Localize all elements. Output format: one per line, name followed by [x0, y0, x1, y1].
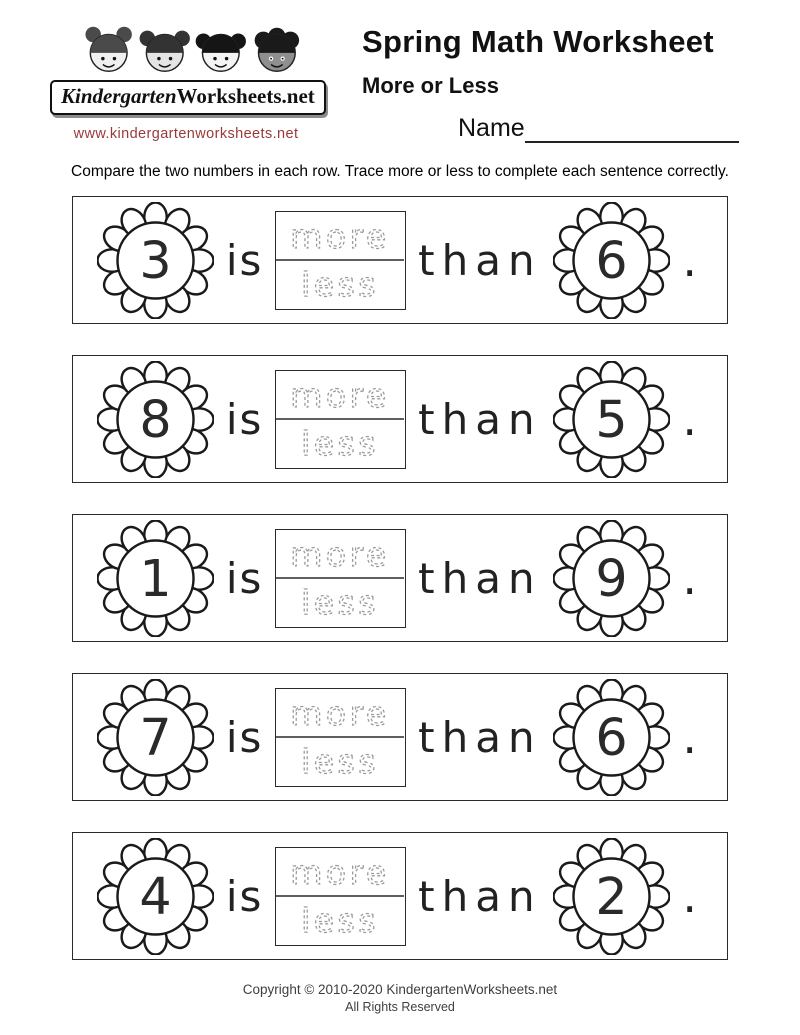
- trace-word-less[interactable]: less: [301, 741, 380, 781]
- logo-url: www.kindergartenworksheets.net: [73, 126, 299, 142]
- header: [0, 20, 800, 143]
- sentence-row: [72, 196, 728, 324]
- logo-text-worksheets: Worksheets.net: [176, 84, 315, 108]
- sentence-row: [72, 355, 728, 483]
- right-flower: [553, 838, 670, 955]
- right-flower: [553, 679, 670, 796]
- right-number: 5: [595, 389, 629, 449]
- logo-text-kindergarten: Kindergarten: [61, 84, 177, 108]
- word-is: is: [225, 712, 264, 762]
- word-than: than: [418, 553, 542, 603]
- word-is: is: [225, 235, 264, 285]
- right-number: 6: [595, 707, 629, 767]
- left-number: 1: [139, 548, 172, 608]
- left-flower: [97, 838, 214, 955]
- worksheet-title: Spring Math Worksheet: [362, 24, 714, 59]
- trace-word-more[interactable]: more: [290, 375, 391, 415]
- trace-box[interactable]: [275, 370, 406, 469]
- sentence-period: .: [682, 710, 697, 764]
- sentence-row: [72, 832, 728, 960]
- word-than: than: [418, 394, 542, 444]
- sentence-period: .: [682, 551, 697, 605]
- left-number: 4: [139, 866, 172, 926]
- left-number: 3: [139, 230, 172, 290]
- left-flower: [97, 679, 214, 796]
- name-line: [458, 114, 756, 143]
- trace-word-more[interactable]: more: [290, 534, 391, 574]
- sentence-period: .: [682, 392, 697, 446]
- word-than: than: [418, 871, 542, 921]
- footer: [0, 982, 800, 1014]
- trace-word-less[interactable]: less: [301, 423, 380, 463]
- title-block: [322, 20, 756, 143]
- footer-rights: All Rights Reserved: [345, 1000, 455, 1014]
- right-flower: [553, 202, 670, 319]
- sentence-period: .: [682, 869, 697, 923]
- logo-box: [50, 80, 326, 115]
- trace-word-more[interactable]: more: [290, 216, 391, 256]
- word-is: is: [225, 394, 264, 444]
- sentence-rows: [72, 196, 728, 960]
- right-flower: [553, 520, 670, 637]
- left-flower: [97, 520, 214, 637]
- right-number: 6: [595, 230, 629, 290]
- name-input-line[interactable]: [525, 117, 739, 143]
- right-number: 9: [595, 548, 629, 608]
- worksheet-subtitle: More or Less: [362, 73, 499, 98]
- trace-word-less[interactable]: less: [301, 264, 380, 304]
- logo: [50, 20, 322, 143]
- footer-copyright: Copyright © 2010-2020 KindergartenWorksheets.net: [242, 982, 558, 997]
- left-flower: [97, 202, 214, 319]
- sentence-period: .: [682, 233, 697, 287]
- trace-box[interactable]: [275, 847, 406, 946]
- trace-word-less[interactable]: less: [301, 582, 380, 622]
- trace-box[interactable]: [275, 688, 406, 787]
- word-is: is: [225, 553, 264, 603]
- name-label: Name: [458, 114, 525, 142]
- word-than: than: [418, 235, 542, 285]
- left-number: 8: [139, 389, 172, 449]
- sentence-row: [72, 673, 728, 801]
- trace-word-less[interactable]: less: [301, 900, 380, 940]
- trace-word-more[interactable]: more: [290, 852, 391, 892]
- trace-word-more[interactable]: more: [290, 693, 391, 733]
- instructions-text: Compare the two numbers in each row. Trace more or less to complete each sentence correctly.: [71, 163, 729, 180]
- word-is: is: [225, 871, 264, 921]
- trace-box[interactable]: [275, 211, 406, 310]
- kids-logo-icon: [67, 20, 305, 78]
- left-number: 7: [139, 707, 172, 767]
- left-flower: [97, 361, 214, 478]
- right-number: 2: [595, 866, 629, 926]
- sentence-row: [72, 514, 728, 642]
- right-flower: [553, 361, 670, 478]
- word-than: than: [418, 712, 542, 762]
- trace-box[interactable]: [275, 529, 406, 628]
